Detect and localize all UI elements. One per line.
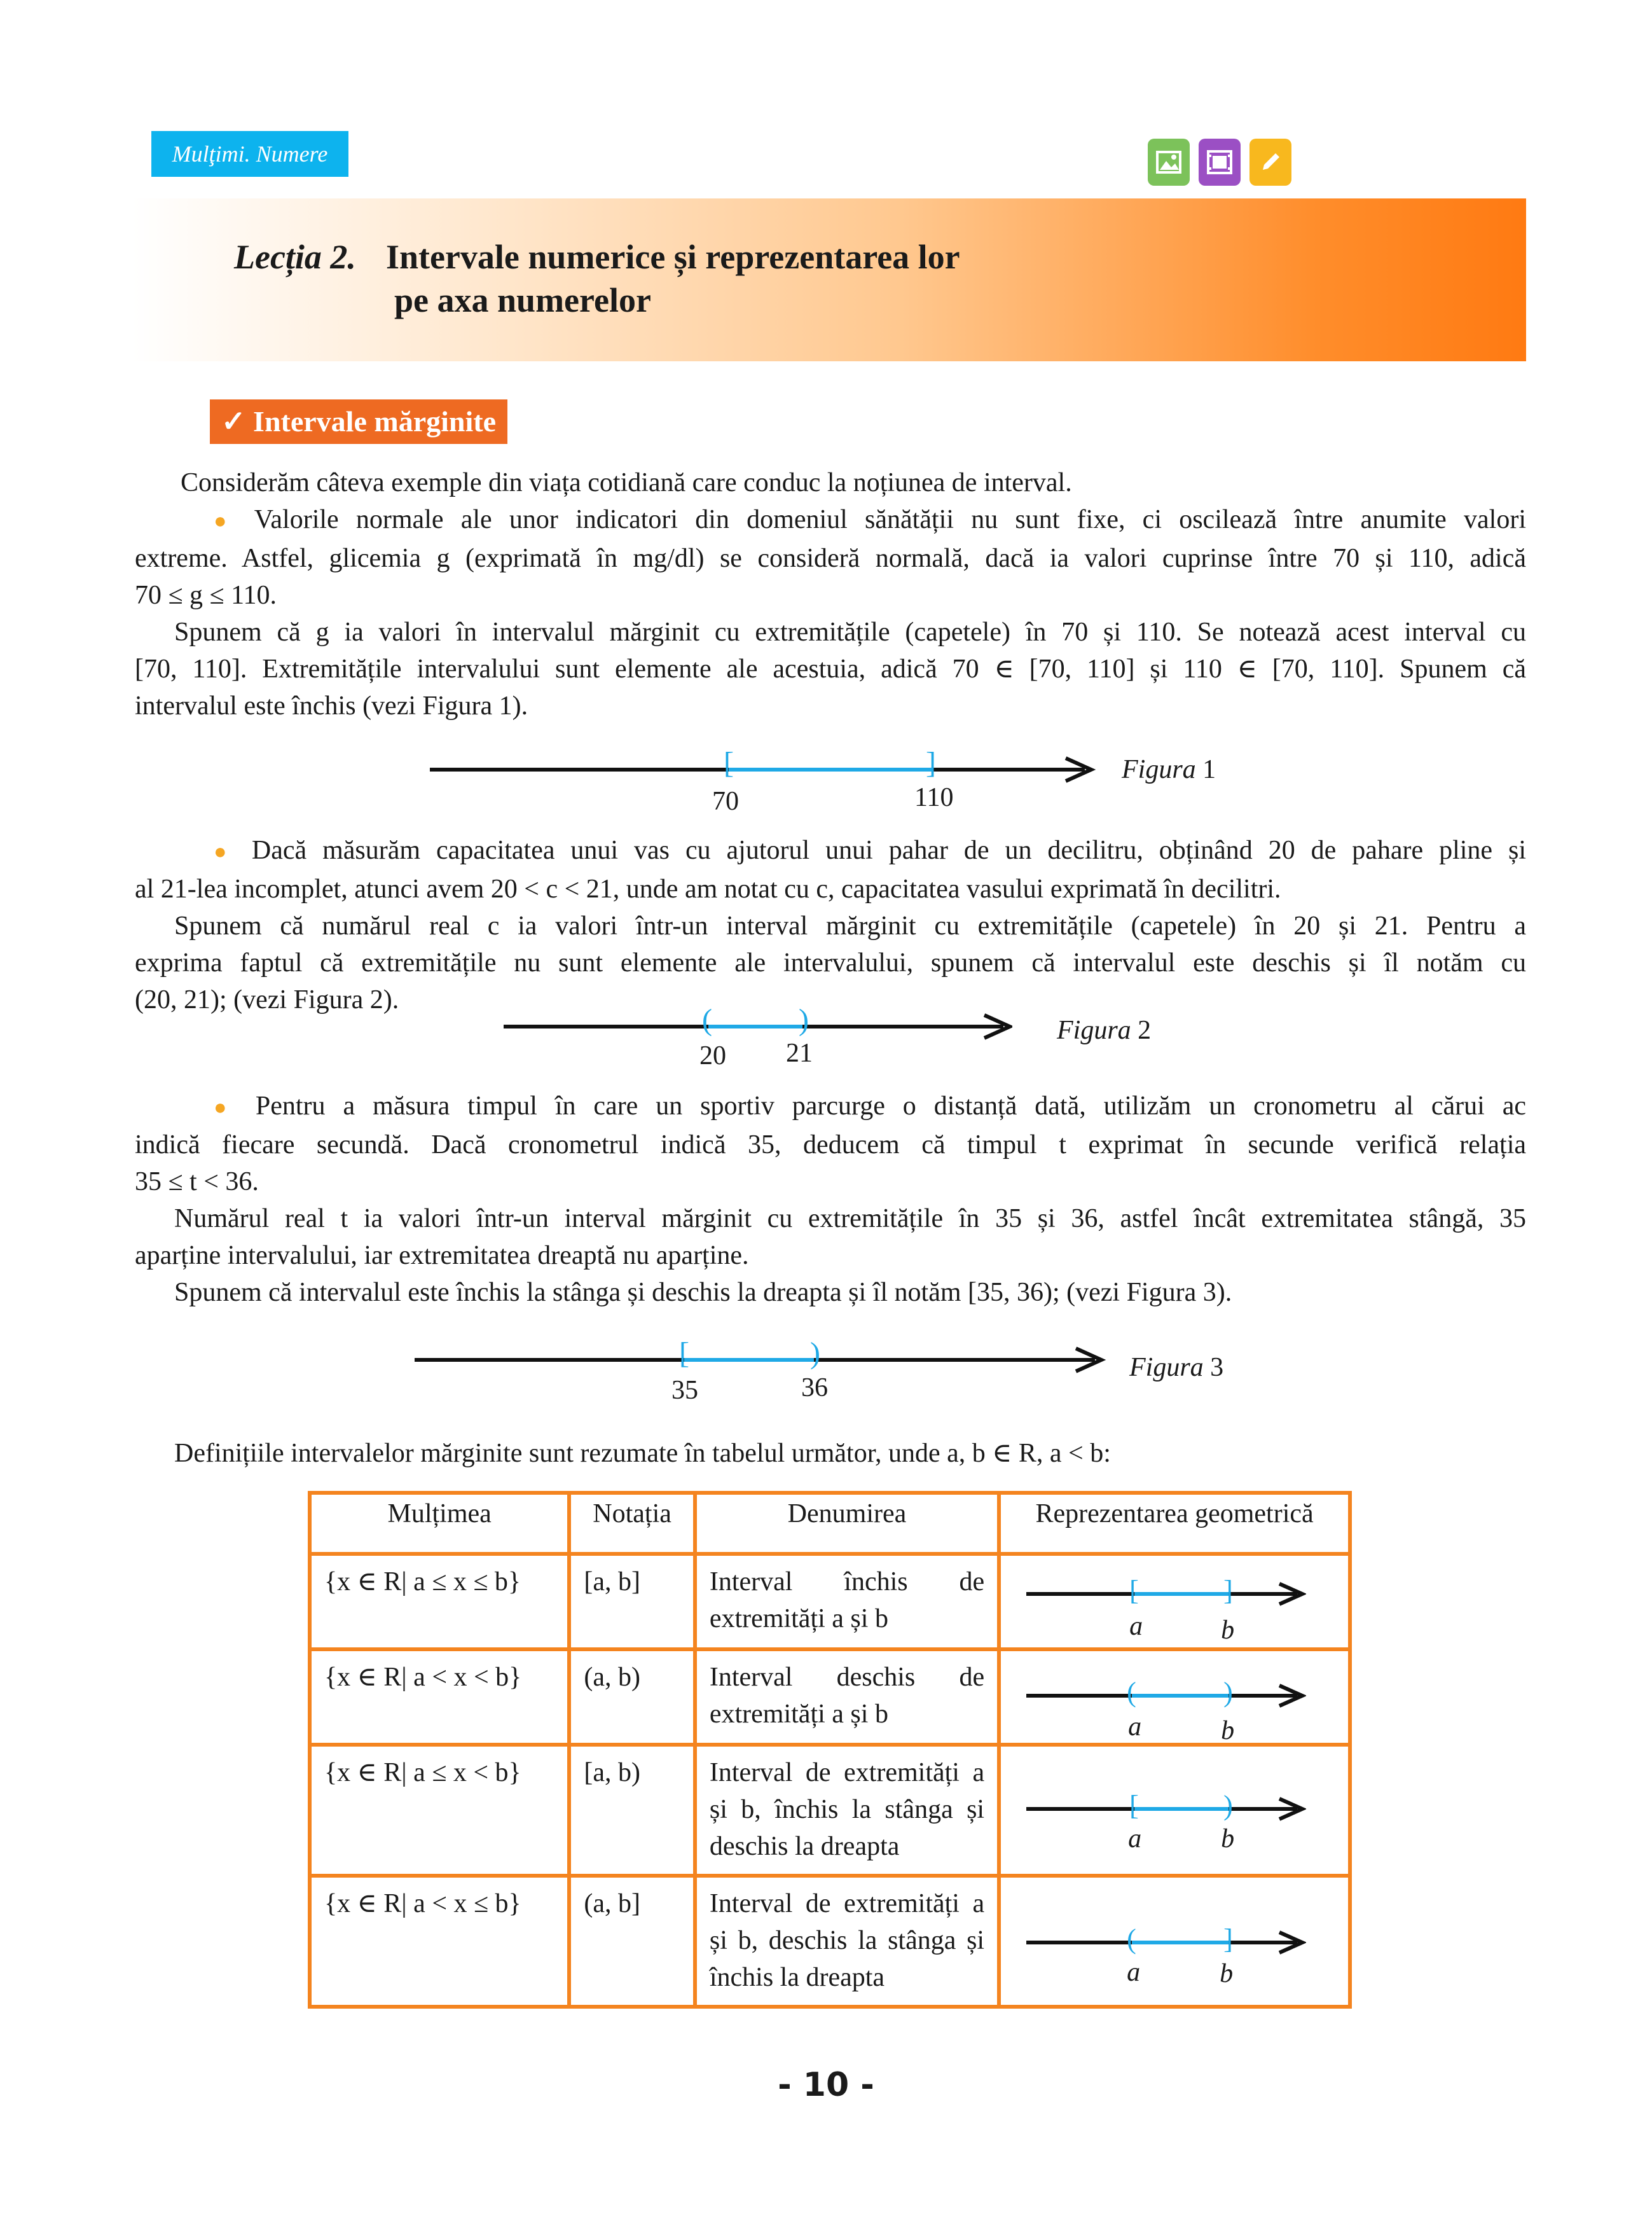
header-cell: Denumirea xyxy=(695,1493,999,1554)
table-row xyxy=(310,1876,1350,2007)
figure-caption xyxy=(1057,1015,1151,1046)
tick-label: 21 xyxy=(786,1039,813,1068)
page-number: - 10 - xyxy=(778,2066,874,2104)
left-bracket: [ xyxy=(679,1336,689,1370)
name-cell: Interval deschis de extremități a și b xyxy=(695,1649,999,1745)
left-bracket: [ xyxy=(1129,1790,1139,1821)
notation-cell: (a, b] xyxy=(569,1876,695,2007)
number-line xyxy=(1026,1581,1306,1607)
number-line xyxy=(415,1342,1108,1380)
text-line: (20, 21); (vezi Figura 2). xyxy=(135,985,399,1015)
lesson-title-line-2: pe axa numerelor xyxy=(394,281,651,319)
header-cell: Mulțimea xyxy=(310,1493,569,1554)
paragraph-glycemia xyxy=(135,501,1526,724)
chapter-tag: Mulţimi. Numere xyxy=(151,131,348,177)
text-line: al 21-lea incomplet, atunci avem 20 < c < 21, unde am notat cu c, capacitatea vasului exprimată în decilitri. xyxy=(135,875,1281,904)
text-line: exprima faptul că extremitățile nu sunt elemente ale intervalului, spunem că intervalul este deschis și îl notăm cu xyxy=(135,948,1526,978)
text-line: Dacă măsurăm capacitatea unui vas cu ajutorul unui pahar de un decilitru, obținând 20 de pahare pline și xyxy=(251,836,1526,865)
section-heading: ✓ Intervale mărginite xyxy=(210,399,507,444)
name-cell: Interval închis de extremități a și b xyxy=(695,1554,999,1649)
right-bracket: ] xyxy=(926,746,936,780)
tick-label: a xyxy=(1128,1824,1142,1853)
left-paren: ( xyxy=(1127,1923,1136,1955)
name-cell: Interval de extremități a și b, deschis la stânga și închis la dreapta xyxy=(695,1876,999,2007)
figure-2 xyxy=(504,1003,1330,1079)
table-header-row xyxy=(310,1493,1350,1554)
table-row xyxy=(310,1649,1350,1745)
tick-label: a xyxy=(1128,1712,1142,1742)
number-line xyxy=(1026,1930,1306,1955)
right-bracket: ] xyxy=(1223,1575,1233,1606)
left-bracket: [ xyxy=(724,746,734,780)
right-bracket: ] xyxy=(1223,1923,1233,1955)
notation-cell: [a, b] xyxy=(569,1554,695,1649)
bullet-icon: ● xyxy=(214,840,236,864)
tick-label: 20 xyxy=(699,1041,726,1070)
text-line: Numărul real t ia valori într-un interval mărginit cu extremitățile în 35 și 36, astfel încât extremitatea stângă, 35 xyxy=(174,1204,1526,1233)
geometry-cell xyxy=(999,1745,1350,1876)
geometry-cell xyxy=(999,1876,1350,2007)
text-line: Valorile normale ale unor indicatori din domeniul sănătății nu sunt fixe, ci oscilează între anumite valori xyxy=(254,505,1526,534)
geometry-cell xyxy=(999,1554,1350,1649)
paragraph-time xyxy=(135,1088,1526,1311)
tick-label: 35 xyxy=(671,1376,698,1405)
text-line: aparține intervalului, iar extremitatea dreaptă nu aparține. xyxy=(135,1241,749,1270)
paragraph-intro: Considerăm câteva exemple din viața cotidiană care conduc la noțiunea de interval. xyxy=(181,468,1072,497)
geometry-cell xyxy=(999,1649,1350,1745)
number-line xyxy=(504,1009,1012,1047)
text-line: Pentru a măsura timpul în care un sportiv parcurge o distanță dată, utilizăm un cronometru al cărui ac xyxy=(255,1091,1527,1121)
tick-label: b xyxy=(1221,1616,1235,1645)
figure-number: 2 xyxy=(1138,1016,1152,1045)
text-line: Spunem că numărul real c ia valori într-un interval mărginit cu extremitățile (capetele) în 20 și 21. Pentru a xyxy=(174,911,1526,941)
text-line: extreme. Astfel, glicemia g (exprimată în mg/dl) se consideră normală, dacă ia valori cuprinse între 70 și 110, adică xyxy=(135,544,1526,573)
set-cell: {x ∈ R| a ≤ x ≤ b} xyxy=(310,1554,569,1649)
paragraph-definitions: Definițiile intervalelor mărginite sunt rezumate în tabelul următor, unde a, b ∈ R, a < b: xyxy=(174,1439,1111,1468)
left-bracket: [ xyxy=(1129,1575,1139,1606)
bullet-icon: ● xyxy=(214,509,238,533)
figure-label: Figura xyxy=(1129,1353,1204,1382)
right-paren: ) xyxy=(1223,1790,1233,1821)
set-cell: {x ∈ R| a ≤ x < b} xyxy=(310,1745,569,1876)
tick-label: a xyxy=(1127,1958,1141,1987)
tick-label: b xyxy=(1221,1716,1235,1745)
lesson-title xyxy=(234,235,960,322)
text-line: Spunem că intervalul este închis la stânga și deschis la dreapta și îl notăm [35, 36); (vezi Figura 3). xyxy=(174,1278,1232,1307)
lesson-title-line-1: Intervale numerice și reprezentarea lor xyxy=(385,238,960,276)
left-paren: ( xyxy=(702,1003,712,1037)
right-paren: ) xyxy=(1223,1677,1233,1708)
tick-label: 110 xyxy=(914,783,954,812)
text-line: [70, 110]. Extremitățile intervalului sunt elemente ale acestuia, adică 70 ∈ [70, 110] și 110 ∈ [70, 110]. Spunem că xyxy=(135,654,1526,684)
number-line xyxy=(1026,1796,1306,1822)
text-line: intervalul este închis (vezi Figura 1). xyxy=(135,691,528,721)
number-line xyxy=(1026,1683,1306,1708)
figure-number: 3 xyxy=(1210,1353,1224,1382)
resource-icons xyxy=(1148,139,1291,186)
figure-3 xyxy=(415,1336,1305,1412)
set-cell: {x ∈ R| a < x < b} xyxy=(310,1649,569,1745)
figure-caption xyxy=(1129,1352,1223,1383)
text-line: 35 ≤ t < 36. xyxy=(135,1167,259,1196)
tick-label: b xyxy=(1221,1824,1235,1853)
notation-cell: (a, b) xyxy=(569,1649,695,1745)
figure-caption xyxy=(1122,754,1216,785)
right-paren: ) xyxy=(810,1336,820,1370)
video-icon[interactable] xyxy=(1199,139,1241,186)
set-cell: {x ∈ R| a < x ≤ b} xyxy=(310,1876,569,2007)
tick-label: b xyxy=(1220,1959,1234,1988)
tick-label: 70 xyxy=(712,787,739,816)
pencil-icon[interactable] xyxy=(1249,139,1291,186)
table-row xyxy=(310,1745,1350,1876)
notation-cell: [a, b) xyxy=(569,1745,695,1876)
image-icon[interactable] xyxy=(1148,139,1190,186)
table-row xyxy=(310,1554,1350,1649)
figure-number: 1 xyxy=(1202,755,1216,784)
header-cell: Notația xyxy=(569,1493,695,1554)
text-line: 70 ≤ g ≤ 110. xyxy=(135,581,277,610)
lesson-label: Lecția 2. xyxy=(234,238,356,276)
left-paren: ( xyxy=(1127,1677,1136,1708)
figure-label: Figura xyxy=(1057,1016,1131,1045)
text-line: indică fiecare secundă. Dacă cronometrul indică 35, deducem că timpul t exprimat în secunde verifică relația xyxy=(135,1130,1526,1160)
intervals-table xyxy=(308,1491,1352,2009)
number-line xyxy=(430,751,1098,789)
name-cell: Interval de extremități a și b, închis la stânga și deschis la dreapta xyxy=(695,1745,999,1876)
paragraph-capacity xyxy=(135,832,1526,1018)
text-line: Spunem că g ia valori în intervalul mărginit cu extremitățile (capetele) în 70 și 110. Se notează acest interval cu xyxy=(174,618,1526,647)
right-paren: ) xyxy=(799,1003,809,1037)
tick-label: a xyxy=(1129,1612,1143,1641)
bullet-icon: ● xyxy=(214,1096,238,1119)
figure-label: Figura xyxy=(1122,755,1196,784)
figure-1 xyxy=(430,746,1320,827)
tick-label: 36 xyxy=(801,1373,828,1402)
header-cell: Reprezentarea geometrică xyxy=(999,1493,1350,1554)
